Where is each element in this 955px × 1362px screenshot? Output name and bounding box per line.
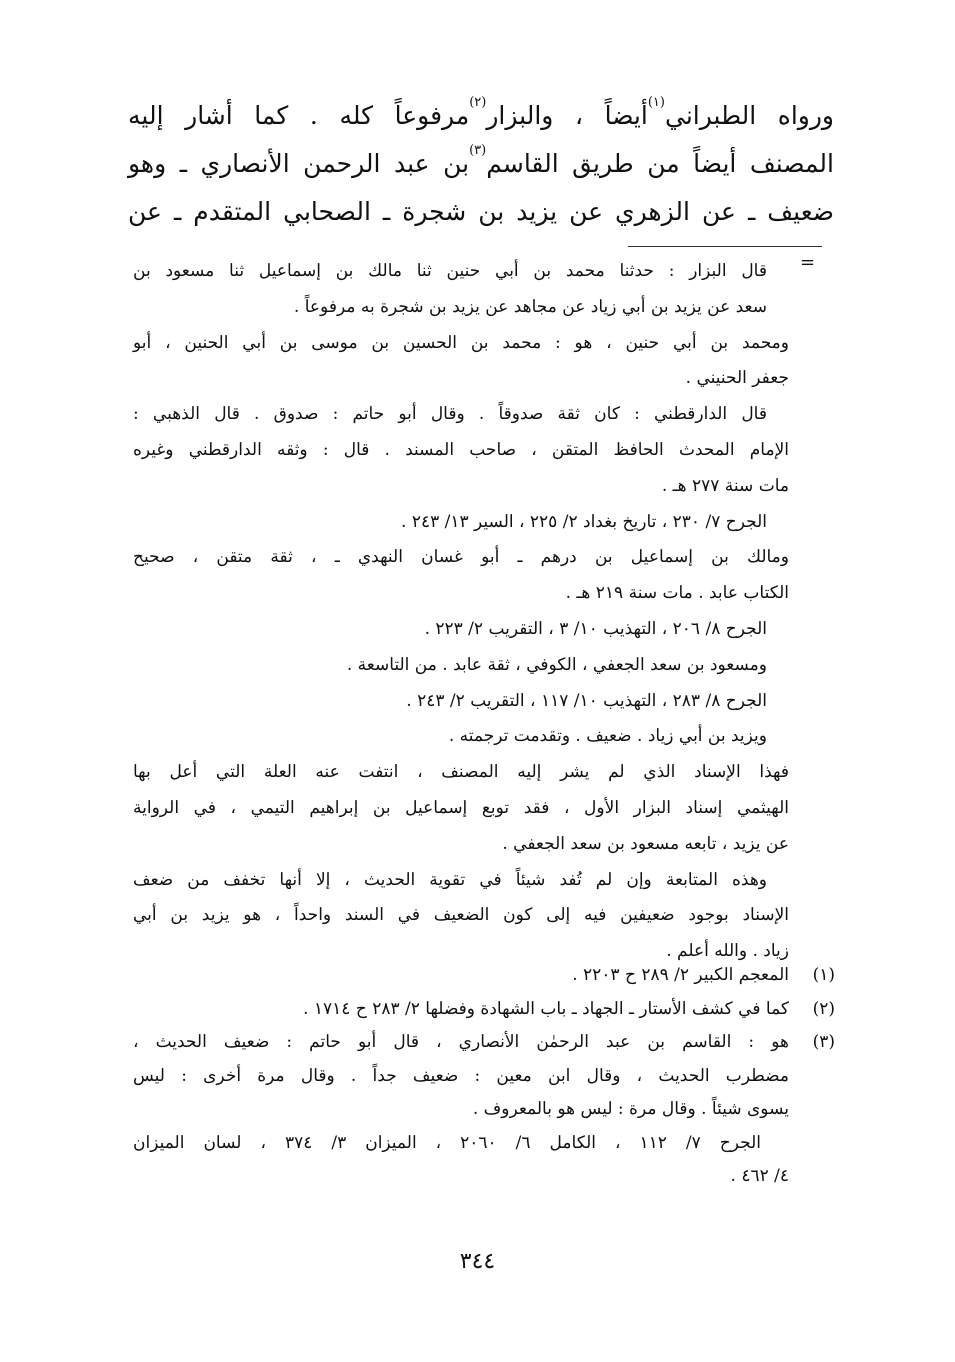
note-line: ويزيد بن أبي زياد . ضعيف . وتقدمت ترجمته . [448,726,767,747]
footnote-ref-3: (٣) [469,143,487,158]
main-line-3: ضعيف ـ عن الزهري عن يزيد بن شجرة ـ الصحابي المتقدم ـ عن [128,197,834,226]
continued-notes [133,254,789,970]
footnote-line: يسوى شيئاً . وقال مرة : ليس هو بالمعروف . [472,1099,789,1119]
note-paragraph [133,648,789,684]
footnote-line: كما في كشف الأستار ـ الجهاد ـ باب الشهادة وفضلها ٢/ ٢٨٣ ح ١٧١٤ . [303,998,789,1019]
note-paragraph [133,540,789,612]
footnote-number: (١) [812,965,835,985]
note-paragraph [133,863,789,970]
footnote-2 [133,993,835,1027]
note-line: زياد . والله أعلم . [666,941,789,962]
note-line: الكتاب عابد . مات سنة ٢١٩ هـ . [565,583,789,604]
page-number: ٣٤٤ [459,1249,496,1274]
footnote-line: هو : القاسم بن عبد الرحمٰن الأنصاري ، قال أبو حاتم : ضعيف الحديث ، [133,1032,789,1052]
note-line: مات سنة ٢٧٧ هـ . [661,475,789,496]
separator-line [628,246,822,247]
footnote-line: ٤/ ٤٦٢ . [730,1166,789,1186]
note-paragraph [133,397,789,504]
footnote-line: مضطرب الحديث ، وقال ابن معين : ضعيف جداً . وقال مرة أخرى : ليس [133,1065,789,1086]
note-line: ومالك بن إسماعيل بن درهم ـ أبو غسان النهدي ـ ، ثقة متقن ، صحيح [133,547,789,568]
note-line: ومحمد بن أبي حنين ، هو : محمد بن الحسين بن موسى بن أبي الحنين ، أبو [133,332,789,353]
main-line-1 [128,92,834,140]
footnote-number [789,1127,835,1194]
note-paragraph [133,254,789,326]
note-line: الهيثمي إسناد البزار الأول ، فقد توبع إسماعيل بن إبراهيم التيمي ، في الرواية [133,797,789,818]
note-line: الإسناد بوجود ضعيفين فيه إلى كون الضعيف في السند واحداً ، هو يزيد بن أبي [133,905,789,926]
note-paragraph [133,719,789,755]
reference-line [133,505,789,541]
footnote-line: الجرح ٧/ ١١٢ ، الكامل ٦/ ٢٠٦٠ ، الميزان ٣/ ٣٧٤ ، لسان الميزان [133,1132,762,1153]
note-line: الإمام المحدث الحافظ المتقن ، صاحب المسند . قال : وثقه الدارقطني وغيره [133,439,789,460]
footnote-number: (٢) [812,998,835,1019]
reference-line [133,684,789,720]
footnote-line: المعجم الكبير ٢/ ٢٨٩ ح ٢٢٠٣ . [572,965,789,985]
footnote-3-references [133,1127,835,1194]
main-text [128,92,834,236]
note-paragraph [133,326,789,398]
note-line: الجرح ٨/ ٢٨٣ ، التهذيب ١٠/ ١١٧ ، التقريب ٢/ ٢٤٣ . [406,690,767,711]
note-line: وهذه المتابعة وإن لم تُفد شيئاً في تقوية الحديث ، إلا أنها تخفف من ضعف [133,869,767,890]
note-line: عن يزيد ، تابعه مسعود بن سعد الجعفي . [502,833,789,854]
note-line: جعفر الحنيني . [685,368,789,389]
continuation-mark: = [800,252,816,273]
note-line: ومسعود بن سعد الجعفي ، الكوفي ، ثقة عابد . من التاسعة . [346,654,767,675]
note-line: قال الدارقطني : كان ثقة صدوقاً . وقال أبو حاتم : صدوق . قال الذهبي : [133,404,767,425]
footnote-number: (٣) [812,1032,835,1052]
text-segment: المصنف أيضاً من طريق القاسم [486,149,834,178]
footnote-3 [133,1026,835,1127]
note-line: قال البزار : حدثنا محمد بن أبي حنين ثنا مالك بن إسماعيل ثنا مسعود بن [133,261,767,281]
text-segment: مرفوعاً كله . كما أشار إليه [128,101,470,130]
footnotes [133,959,835,1194]
note-line: الجرح ٧/ ٢٣٠ ، تاريخ بغداد ٢/ ٢٢٥ ، السير ١٣/ ٢٤٣ . [401,511,767,532]
note-line: الجرح ٨/ ٢٠٦ ، التهذيب ١٠/ ٣ ، التقريب ٢/ ٢٢٣ . [424,618,767,639]
footnote-1 [133,959,835,993]
footnote-ref-1: (١) [647,95,665,110]
footnote-ref-2: (٢) [469,95,487,110]
note-line: سعد عن يزيد بن أبي زياد عن مجاهد عن يزيد بن شجرة به مرفوعاً . [293,296,767,317]
text-segment: أيضاً ، والبزار [486,101,648,130]
note-line: فهذا الإسناد الذي لم يشر إليه المصنف ، انتفت عنه العلة التي أعل بها [133,762,789,783]
main-line-2 [128,140,834,188]
text-segment: بن عبد الرحمن الأنصاري ـ وهو [128,149,470,178]
text-segment: ورواه الطبراني [664,101,835,130]
reference-line [133,612,789,648]
note-paragraph [133,755,789,862]
